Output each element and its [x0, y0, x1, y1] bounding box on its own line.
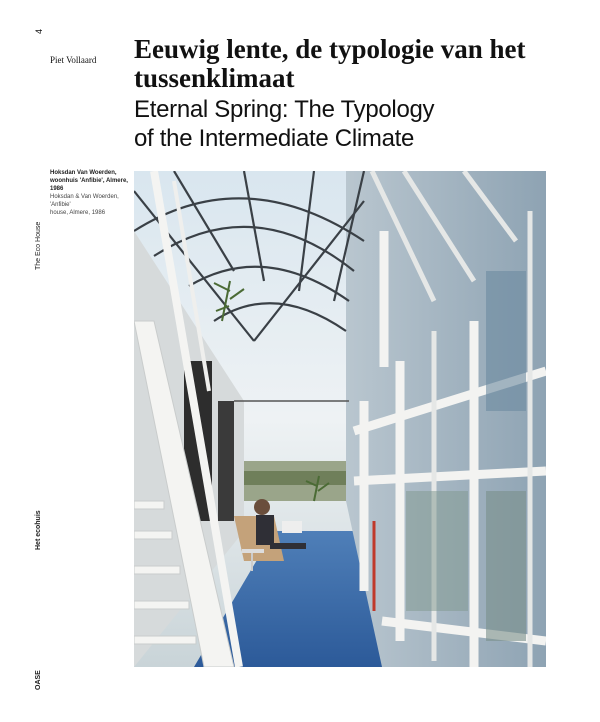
- margin-topic-dutch: Het ecohuis: [35, 510, 42, 550]
- greenhouse-interior-photo: [134, 171, 546, 667]
- margin-topic-english: The Eco House: [35, 221, 42, 270]
- caption-english-line-2: house, Almere, 1986: [50, 210, 106, 216]
- page-number: 4: [34, 28, 44, 34]
- title-english-line-1: Eternal Spring: The Typology: [134, 96, 435, 123]
- photo-caption: [50, 169, 132, 217]
- title-english: [134, 95, 574, 153]
- caption-dutch-line-1: Hoksdan Van Woerden,: [50, 170, 117, 176]
- title-english-line-2: of the Intermediate Climate: [134, 125, 415, 152]
- author-name: Piet Vollaard: [50, 55, 97, 65]
- caption-english-line-1: Hoksdan & Van Woerden, 'Anfibie': [50, 194, 119, 208]
- caption-dutch-line-2: woonhuis 'Anfibie', Almere, 1986: [50, 178, 128, 192]
- title-dutch: Eeuwig lente, de typologie van het tussenklimaat: [134, 34, 526, 93]
- journal-name: OASE: [35, 670, 42, 690]
